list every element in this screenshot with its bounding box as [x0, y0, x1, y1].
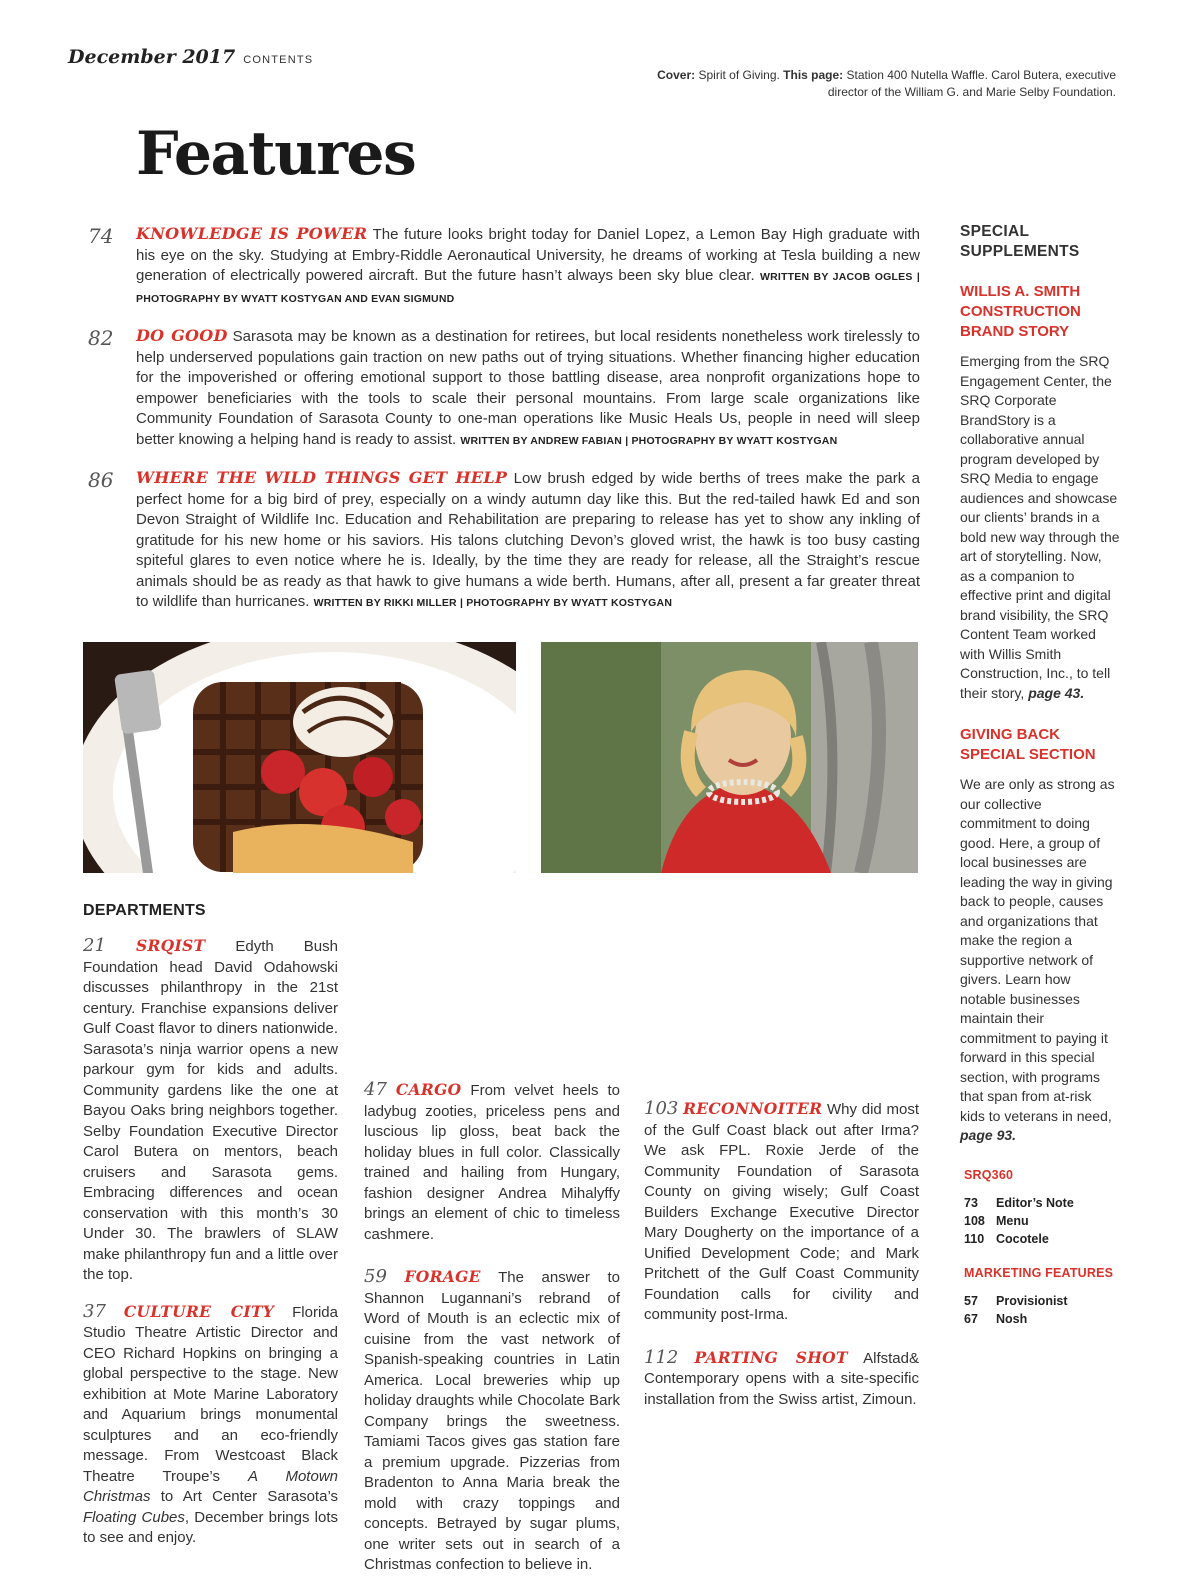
cover-text: Spirit of Giving. [695, 68, 784, 82]
list-item[interactable] [964, 1194, 1120, 1212]
this-page-label: This page: [783, 68, 844, 82]
index-title: Nosh [996, 1311, 1028, 1326]
feature-credit: WRITTEN BY RIKKI MILLER | PHOTOGRAPHY BY WYATT KOSTYGAN [313, 597, 673, 609]
feature-text: Low brush edged by wide berths of trees make the park a perfect home for a big bird of prey, especially on a windy autumn day like this. But the red-tailed hawk Ed and son Devon Straight of Wildlife Inc. Education and Rehabilitation are preparing to release has yet to show any inkling of gratitude for his new home or his saviors. His talons clutching Devon’s gloved wrist, the hawk is too busy casting spiteful glares to even notice where he is. Ideally, by the time they are ready for release, all the Straight’s rescue animals should be as ready as that hawk to give humans a wide berth. Humans, after all, present a far greater threat to wildlife than hurricanes. [136, 470, 920, 610]
feature-item [88, 224, 920, 309]
feature-kicker[interactable]: KNOWLEDGE IS POWER [136, 224, 368, 243]
department-item-forage [364, 1267, 620, 1576]
sidebar-heading: SPECIAL SUPPLEMENTS [960, 223, 1080, 260]
department-text: Why did most of the Gulf Coast black out after Irma? We ask FPL. Roxie Jerde of the Community Foundation of Sarasota County on giving wisely; Gulf Coast Builders Exchange Executive Director Mary Dougherty on the importance of a Unified Development Code; and Mark Pritchett of the Gulf Coast Community Foundation calls for civility and community post-Irma. [644, 1101, 920, 1323]
waffle-illustration [83, 642, 516, 873]
department-kicker[interactable]: SRQIST [135, 936, 206, 955]
srq360-label: SRQ360 [964, 1167, 1014, 1182]
willis-smith-page[interactable]: page 43. [1028, 684, 1085, 701]
marketing-features-list [964, 1292, 1120, 1328]
department-item-cargo [364, 1080, 620, 1245]
department-text: The answer to Shannon Lugannani’s rebrand of Word of Mouth is an eclectic mix of cuisine from the vast network of Spanish-speaking countries in Latin America. Local breweries whip up holiday draughts while Chocolate Bark Company brings the sweetness. Tamiami Tacos gives gas station fare a premium upgrade. Pizzerias from Bradenton to Anna Maria break the mold with crazy toppings and concepts. Betrayed by sugar plums, one writer sets out in search of a Christmas confection to believe in. [364, 1269, 620, 1573]
cover-caption [646, 67, 1116, 101]
srq360-list [964, 1194, 1120, 1248]
features-title: Features [136, 119, 416, 189]
feature-item [88, 326, 920, 451]
giving-back-title[interactable]: GIVING BACK SPECIAL SECTION [960, 726, 1096, 763]
department-kicker[interactable]: FORAGE [404, 1267, 481, 1286]
departments-heading: DEPARTMENTS [83, 902, 206, 919]
department-text: , December brings lots to see and enjoy. [83, 1508, 338, 1546]
department-item-culture-city [83, 1302, 338, 1549]
department-text: From velvet heels to ladybug zooties, priceless pens and luscious lip gloss, beat back the holiday blues in full color. Classically trained and hailing from Hungary, fashion designer Andrea Mihalyffy brings an element of chic to timeless cashmere. [364, 1082, 620, 1243]
index-title: Provisionist [996, 1293, 1068, 1308]
department-item-parting-shot [644, 1348, 919, 1411]
department-text: to Art Center Sarasota’s [150, 1488, 338, 1505]
list-item[interactable] [964, 1212, 1120, 1230]
portrait-illustration [541, 642, 918, 873]
list-item[interactable] [964, 1292, 1120, 1310]
list-item[interactable] [964, 1230, 1120, 1248]
list-item[interactable] [964, 1310, 1120, 1328]
department-text: Alfstad& Contemporary opens with a site-specific installation from the Swiss artist, Zimoun. [644, 1349, 919, 1408]
feature-item [88, 468, 920, 614]
feature-page-number: 82 [88, 326, 114, 350]
department-page-number: 21 [83, 935, 106, 956]
feature-credit: WRITTEN BY JACOB OGLES | PHOTOGRAPHY BY WYATT KOSTYGAN AND EVAN SIGMUND [136, 271, 920, 305]
index-page: 108 [964, 1213, 985, 1228]
index-page: 67 [964, 1311, 978, 1326]
department-page-number: 47 [364, 1079, 387, 1100]
department-text: Florida Studio Theatre Artistic Director and CEO Richard Hopkins on bringing a global perspective to the stage. New exhibition at Mote Marine Laboratory and Aquarium brings monumental sculptures and an eco-friendly message. From Westcoast Black Theatre Troupe’s [83, 1303, 338, 1485]
feature-kicker[interactable]: DO GOOD [136, 326, 228, 345]
willis-smith-body: Emerging from the SRQ Engagement Center, the SRQ Corporate BrandStory is a collaborative annual program developed by SRQ Media to engage audiences and showcase our clients’ brands in a bold new way through the art of storytelling. Now, as a companion to effective print and digital brand visibility, the SRQ Content Team worked with Willis Smith Construction, Inc., to tell their story, [960, 353, 1120, 701]
feature-credit: WRITTEN BY ANDREW FABIAN | PHOTOGRAPHY BY WYATT KOSTYGAN [460, 434, 838, 447]
departments-column-3 [644, 1099, 919, 1426]
department-title: Floating Cubes [83, 1508, 185, 1526]
feature-kicker[interactable]: WHERE THE WILD THINGS GET HELP [136, 468, 508, 487]
index-title: Menu [996, 1213, 1029, 1228]
carol-butera-photo [541, 642, 918, 873]
department-kicker[interactable]: CULTURE CITY [123, 1301, 275, 1321]
department-page-number: 37 [83, 1300, 106, 1322]
index-page: 110 [964, 1231, 985, 1246]
feature-page-number: 74 [88, 224, 114, 248]
department-page-number: 59 [364, 1266, 387, 1287]
department-kicker[interactable]: CARGO [395, 1080, 462, 1099]
department-page-number: 103 [644, 1098, 679, 1119]
feature-text: Sarasota may be known as a destination for retirees, but local residents nonetheless work tirelessly to help underserved populations gain traction on new paths out of trying situations. Whether financing higher education for the impoverished or offering emotional support to those battling disease, area nonprofit organizations hope to empower beneficiaries with the tools to scale their personal mountains. From large scale organizations like Community Foundation of Sarasota County to one-man operations like Music Heals Us, people in need will sleep better knowing a helping hand is ready to assist. [136, 328, 920, 448]
index-page: 73 [964, 1195, 978, 1210]
feature-text: The future looks bright today for Daniel Lopez, a Lemon Bay High graduate with his eye on the sky. Studying at Embry-Riddle Aeronautical University, he dreams of working at Tesla building a new generation of electrically powered aircraft. But the future hasn’t always been sky blue clear. [136, 226, 920, 284]
index-title: Editor’s Note [996, 1195, 1074, 1210]
departments-column-1 [83, 936, 338, 1565]
issue-month: December 2017 [68, 46, 236, 68]
index-page: 57 [964, 1293, 978, 1308]
department-page-number: 112 [644, 1346, 679, 1368]
department-title: A Motown Christmas [83, 1467, 338, 1505]
index-title: Cocotele [996, 1231, 1049, 1246]
waffle-photo [83, 642, 516, 873]
department-kicker[interactable]: RECONNOITER [683, 1099, 823, 1118]
giving-back-body: We are only as strong as our collective commitment to doing good. Here, a group of local businesses are leading the way in giving back to people, causes and organizations that make the region a supportive network of givers. Learn how notable businesses maintain their commitment to paying it forward in this special section, with programs that span from at-risk kids to veterans in need, [960, 776, 1115, 1124]
departments-column-2b [364, 1080, 620, 1592]
willis-smith-text [960, 352, 1120, 703]
section-label: CONTENTS [243, 54, 314, 66]
department-item-srqist [83, 936, 338, 1286]
marketing-features-label: MARKETING FEATURES [964, 1265, 1114, 1280]
feature-page-number: 86 [88, 468, 114, 492]
department-item-reconnoiter [644, 1099, 919, 1326]
masthead [68, 46, 313, 69]
giving-back-text [960, 775, 1120, 1146]
special-supplements-sidebar [960, 222, 1120, 1346]
cover-label: Cover: [657, 68, 696, 82]
giving-back-page[interactable]: page 93. [960, 1127, 1017, 1143]
department-kicker[interactable]: PARTING SHOT [694, 1347, 848, 1367]
this-page-text: Station 400 Nutella Waffle. Carol Butera, executive director of the William G. and Marie Selby Foundation. [827, 68, 1116, 99]
department-text: Edyth Bush Foundation head David Odahowski discusses philanthropy in the 21st century. Franchise expansions deliver Gulf Coast flavor to diners nationwide. Sarasota’s ninja warrior opens a new parkour gym for kids and adults. Community gardens like the one at Bayou Oaks bring neighbors together. Selby Foundation Executive Director Carol Butera on mentors, beach cruisers and Sarasota gems. Embracing differences and ocean conservation with this month’s 30 Under 30. The brawlers of SLAW make philanthropy fun and a little over the top. [83, 938, 338, 1283]
willis-smith-title[interactable]: WILLIS A. SMITH CONSTRUCTION BRAND STORY [960, 283, 1081, 340]
